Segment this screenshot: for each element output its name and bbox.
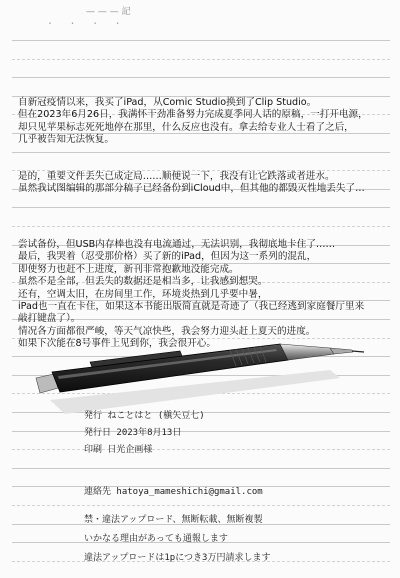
text-line: 最后，我哭着（忍受那价格）买了新的iPad，但因为这一系列的混乱， xyxy=(18,251,317,263)
text-line: iPad也一直在卡住，如果这本书能出版简直就是奇迹了（我已经逃到家庭餐厅里来 xyxy=(18,301,365,313)
text-line: 几乎被告知无法恢复。 xyxy=(18,134,114,146)
text-line: 如果下次能在8号事件上见到你，我会很开心。 xyxy=(18,338,216,350)
text-line: 还有，空调太旧，在房间里工作，环境炎热到几乎要中暑， xyxy=(18,288,268,300)
ruled-line xyxy=(12,40,390,41)
publisher-line: 発行 ねことはと (槇矢豆七) xyxy=(84,411,205,421)
top-dots: ・ ・ ・ ・ xyxy=(46,19,128,28)
text-line: 但在2023年6月26日，我满怀干劲准备努力完成夏季同人话的原稿，一打开电源， xyxy=(18,109,368,121)
text-line: 即使努力也赶不上进度，新刊非常抱歉地没能完成。 xyxy=(18,263,239,275)
text-line: 尝试备份，但USB内存棒也没有电流通过，无法识别，我彻底地卡住了…… xyxy=(18,239,336,250)
ruled-line xyxy=(12,468,390,469)
ruled-line xyxy=(12,505,390,506)
printer-line: 印刷 日光企画様 xyxy=(84,445,153,455)
text-line: 敲打键盘了）。 xyxy=(18,313,81,325)
text-line: 情况各方面都很严峻，等天气凉快些，我会努力迎头赶上夏天的进度。 xyxy=(18,325,316,337)
text-line: 虽然不是全部，但丢失的数据还是相当多，让我感到想哭。 xyxy=(18,276,268,288)
ruled-line xyxy=(12,431,390,432)
contact-line: 連絡先 hatoya_mameshichi@gmail.com xyxy=(84,487,263,497)
top-mark: — — — 記 xyxy=(86,7,131,17)
text-line: 自新冠疫情以来，我买了iPad，从Comic Studio换到了Clip Studio。 xyxy=(18,97,317,108)
publish-date-line: 発行日 2023年8月13日 xyxy=(84,428,182,438)
notice-line-1: 禁・違法アップロード、無断転載、無断複製 xyxy=(84,515,263,525)
notice-line-2: いかなる理由があっても通報します xyxy=(84,534,228,544)
text-line: 却只见苹果标志死死地停在那里，什么反应也没有。拿去给专业人士看了之后， xyxy=(18,121,354,133)
ruled-line xyxy=(12,59,390,60)
text-line: 虽然我试图编辑的那部分稿子已经备份到iCloud中，但其他的都毁灭性地丢失了… xyxy=(18,183,365,195)
ruled-line xyxy=(12,77,390,78)
ruled-line xyxy=(12,207,390,208)
mechanical-pencil-illustration xyxy=(30,330,370,420)
ruled-line xyxy=(12,152,390,153)
afterword-paragraph-1 xyxy=(18,97,390,147)
afterword-paragraph-2 xyxy=(18,171,390,196)
notice-line-3: 違法アップロードは1pにつき3万円請求します xyxy=(84,553,271,563)
text-line: 是的，重要文件丢失已成定局……顺便说一下，我没有让它跌落或者进水。 xyxy=(18,171,335,182)
ruled-line xyxy=(12,226,390,227)
ruled-line xyxy=(12,449,390,450)
